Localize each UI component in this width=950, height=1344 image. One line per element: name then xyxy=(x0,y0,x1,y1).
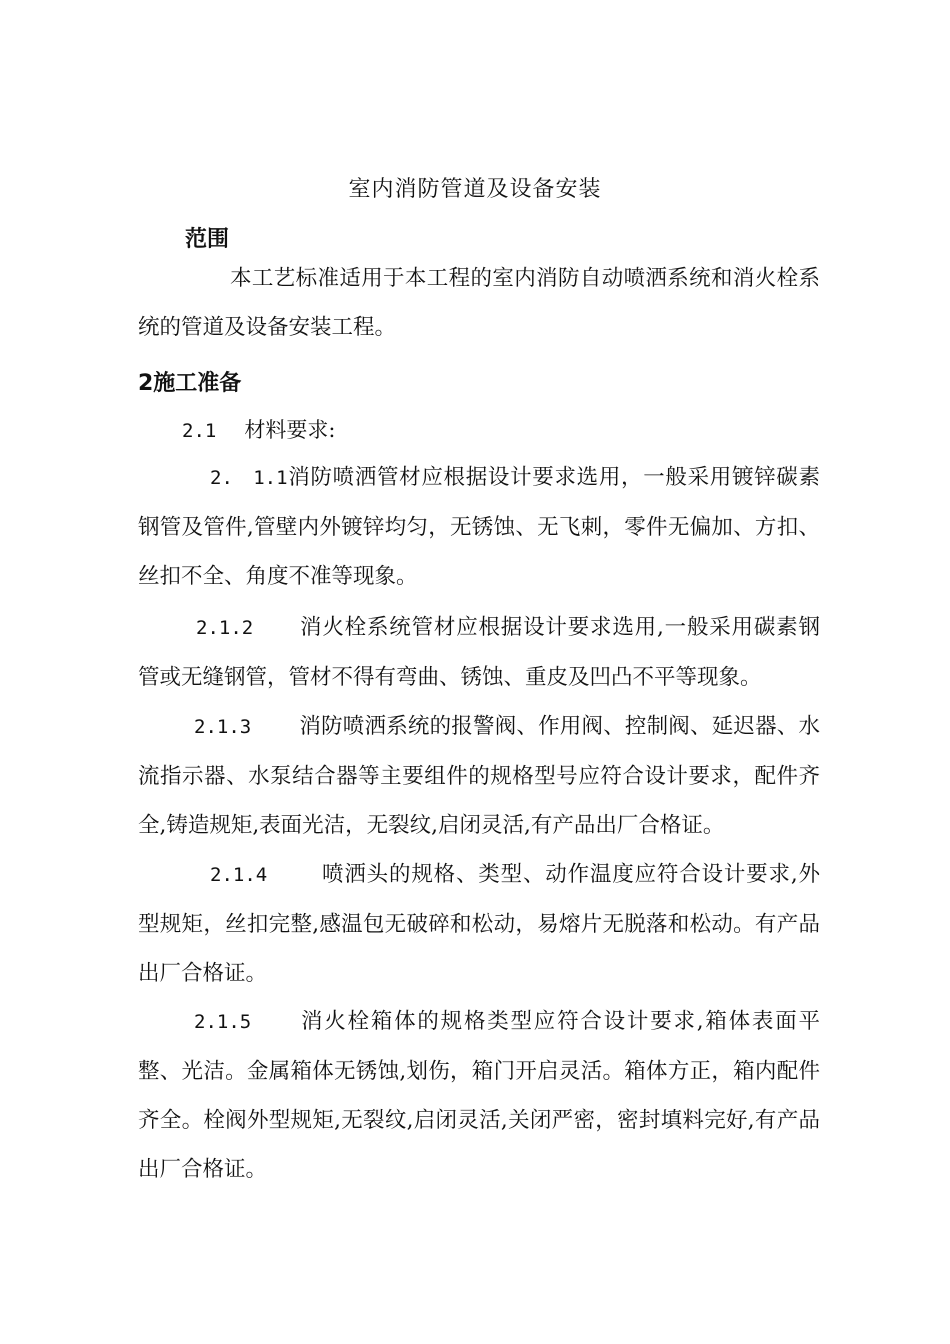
item-text: 消防喷洒系统的报警阀、作用阀、控制阀、延迟器、水流指示器、水泵结合器等主要组件的规格型号应符合设计要求，配件齐全,铸造规矩,表面光洁，无裂纹,启闭灵活,有产品出厂合格证。 xyxy=(138,714,820,838)
item-text: 消火栓系统管材应根据设计要求选用,一般采用碳素钢管或无缝钢管，管材不得有弯曲、锈蚀、重皮及凹凸不平等现象。 xyxy=(138,615,820,690)
materials-subheading xyxy=(182,414,335,444)
item-number: 2.1.2 xyxy=(196,617,254,639)
item-number: 2. 1.1 xyxy=(210,467,288,489)
item-text: 消火栓箱体的规格类型应符合设计要求,箱体表面平整、光洁。金属箱体无锈蚀,划伤，箱门开启灵活。箱体方正，箱内配件齐全。栓阀外型规矩,无裂纹,启闭灵活,关闭严密，密封填料完好,有产品出厂合格证。 xyxy=(138,1009,820,1182)
item-text: 喷洒头的规格、类型、动作温度应符合设计要求,外型规矩，丝扣完整,感温包无破碎和松动，易熔片无脱落和松动。有产品出厂合格证。 xyxy=(138,862,820,986)
preparation-heading: 2施工准备 xyxy=(138,371,242,396)
item-number: 2.1.5 xyxy=(194,1011,252,1033)
item-2-1-1 xyxy=(138,453,820,601)
page-title: 室内消防管道及设备安装 xyxy=(348,177,602,202)
materials-label: 材料要求: xyxy=(244,418,336,442)
item-2-1-5 xyxy=(138,997,820,1194)
item-number: 2.1.3 xyxy=(194,716,252,738)
scope-heading: 范围 xyxy=(185,227,230,252)
materials-number: 2.1 xyxy=(182,420,217,442)
scope-paragraph: 本工艺标准适用于本工程的室内消防自动喷洒系统和消火栓系统的管道及设备安装工程。 xyxy=(138,266,820,340)
item-2-1-2 xyxy=(138,603,820,702)
item-2-1-4 xyxy=(138,850,820,998)
item-2-1-3 xyxy=(138,702,820,850)
item-text: 消防喷洒管材应根据设计要求选用，一般采用镀锌碳素钢管及管件,管壁内外镀锌均匀，无锈蚀、无飞刺，零件无偏加、方扣、丝扣不全、角度不准等现象。 xyxy=(138,465,820,589)
item-number: 2.1.4 xyxy=(210,864,268,886)
